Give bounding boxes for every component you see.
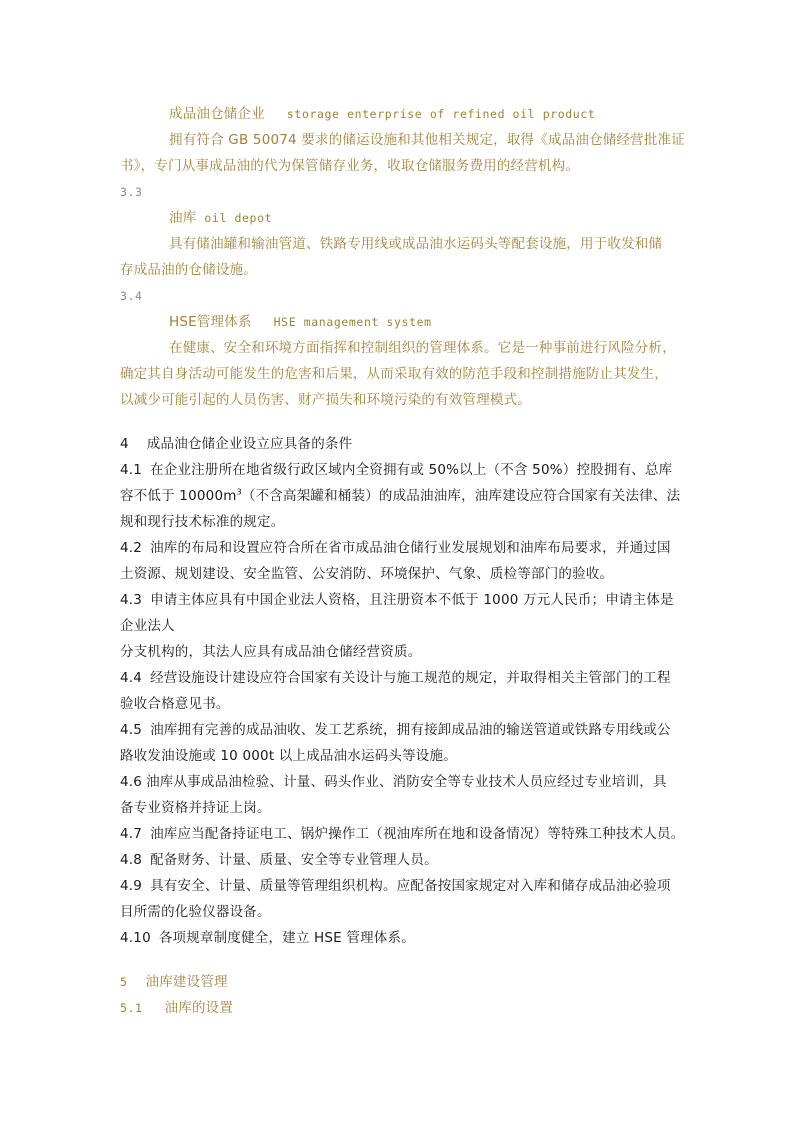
clause-number: 4.2 [120, 540, 143, 556]
definition-text: 确定其自身活动可能发生的危害和后果，从而采取有效的防范手段和控制措施防止其发生， [120, 366, 668, 382]
section-number: 4 [120, 436, 129, 452]
clause-number: 4.6 [120, 774, 143, 790]
clause-number: 4.3 [120, 592, 143, 608]
clause-number: 4.4 [120, 670, 143, 686]
clause-line: 4.10 各项规章制度健全，建立 HSE 管理体系。 [120, 930, 415, 946]
clause-number: 4.8 [120, 852, 143, 868]
subsection-heading [120, 998, 233, 1018]
definition-text: 具有储油罐和输油管道、铁路专用线或成品油水运码头等配套设施，用于收发和储 [169, 236, 663, 252]
clause-line: 4.5 油库拥有完善的成品油收、发工艺系统，拥有接卸成品油的输送管道或铁路专用线或公 [120, 722, 671, 738]
clause-line: 4.9 具有安全、计量、质量等管理组织机构。应配备按国家规定对入库和储存成品油必验项 [120, 878, 671, 894]
clause-line: 企业法人 [120, 618, 175, 634]
clause-number: 4.1 [120, 462, 143, 478]
clause-line: 4.1 在企业注册所在地省级行政区域内全资拥有或 50%以上（不含 50%）控股拥有、总库 [120, 462, 673, 478]
section-title: 油库建设管理 [145, 974, 228, 990]
clause-line: 土资源、规划建设、安全监管、公安消防、环境保护、气象、质检等部门的验收。 [120, 566, 614, 582]
section-heading [120, 972, 228, 992]
clause-line: 备专业资格并持证上岗。 [120, 800, 271, 816]
term-en: HSE management system [273, 315, 432, 329]
clause-line: 容不低于 $10000m^3$（不含高架罐和桶装）的成品油油库，油库建设应符合国家有关法律、法 [120, 487, 681, 504]
subsection-number: 5.1 [120, 1001, 143, 1015]
term-cn: 成品油仓储企业 [169, 106, 265, 122]
clause-number: 4.7 [120, 826, 143, 842]
section-number: 5 [120, 975, 128, 989]
definition-text: 书》，专门从事成品油的代为保管储存业务，收取仓储服务费用的经营机构。 [120, 158, 580, 174]
clause-line: 4.6 油库从事成品油检验、计量、码头作业、消防安全等专业技术人员应经过专业培训，具 [120, 774, 667, 790]
clause-line: 验收合格意见书。 [120, 696, 230, 712]
definition-text: 在健康、安全和环境方面指挥和控制组织的管理体系。它是一种事前进行风险分析， [169, 340, 676, 356]
definition-text: 存成品油的仓储设施。 [120, 262, 257, 278]
clause-line: 路收发油设施或 10 000t 以上成品油水运码头等设施。 [120, 748, 457, 764]
clause-line: 分支机构的，其法人应具有成品油仓储经营资质。 [120, 644, 422, 660]
definition-text: 拥有符合 GB 50074 要求的储运设施和其他相关规定，取得《成品油仓储经营批准证 [169, 132, 685, 148]
clause-number: 4.9 [120, 878, 143, 894]
clause-number: 4.10 [120, 930, 151, 946]
term-en: oil depot [204, 211, 273, 225]
definition-term-line [169, 208, 272, 228]
term-cn: 油库 [169, 210, 197, 226]
clause-line: 规和现行技术标准的规定。 [120, 514, 285, 530]
clause-number: 4.5 [120, 722, 143, 738]
clause-line: 4.7 油库应当配备持证电工、锅炉操作工（视油库所在地和设备情况）等特殊工种技术人员。 [120, 826, 685, 842]
section-title: 成品油仓储企业设立应具备的条件 [146, 436, 353, 452]
definition-term-line [169, 104, 595, 124]
term-en: storage enterprise of refined oil product [286, 107, 596, 121]
term-cn: HSE管理体系 [169, 314, 252, 330]
clause-line: 4.2 油库的布局和设置应符合所在省市成品油仓储行业发展规划和油库布局要求，并通过国 [120, 540, 671, 556]
definition-text: 以减少可能引起的人员伤害、财产损失和环境污染的有效管理模式。 [120, 392, 531, 408]
definition-number: 3.4 [120, 289, 143, 303]
definition-term-line [169, 312, 432, 332]
section-heading [120, 434, 352, 454]
clause-line: 目所需的化验仪器设备。 [120, 904, 271, 920]
clause-line: 4.3 申请主体应具有中国企业法人资格，且注册资本不低于 1000 万元人民币；申请主体是 [120, 592, 674, 608]
subsection-title: 油库的设置 [164, 1000, 234, 1016]
definition-number: 3.3 [120, 185, 143, 199]
clause-line: 4.8 配备财务、计量、质量、安全等专业管理人员。 [120, 852, 438, 868]
clause-line: 4.4 经营设施设计建设应符合国家有关设计与施工规范的规定，并取得相关主管部门的工程 [120, 670, 671, 686]
